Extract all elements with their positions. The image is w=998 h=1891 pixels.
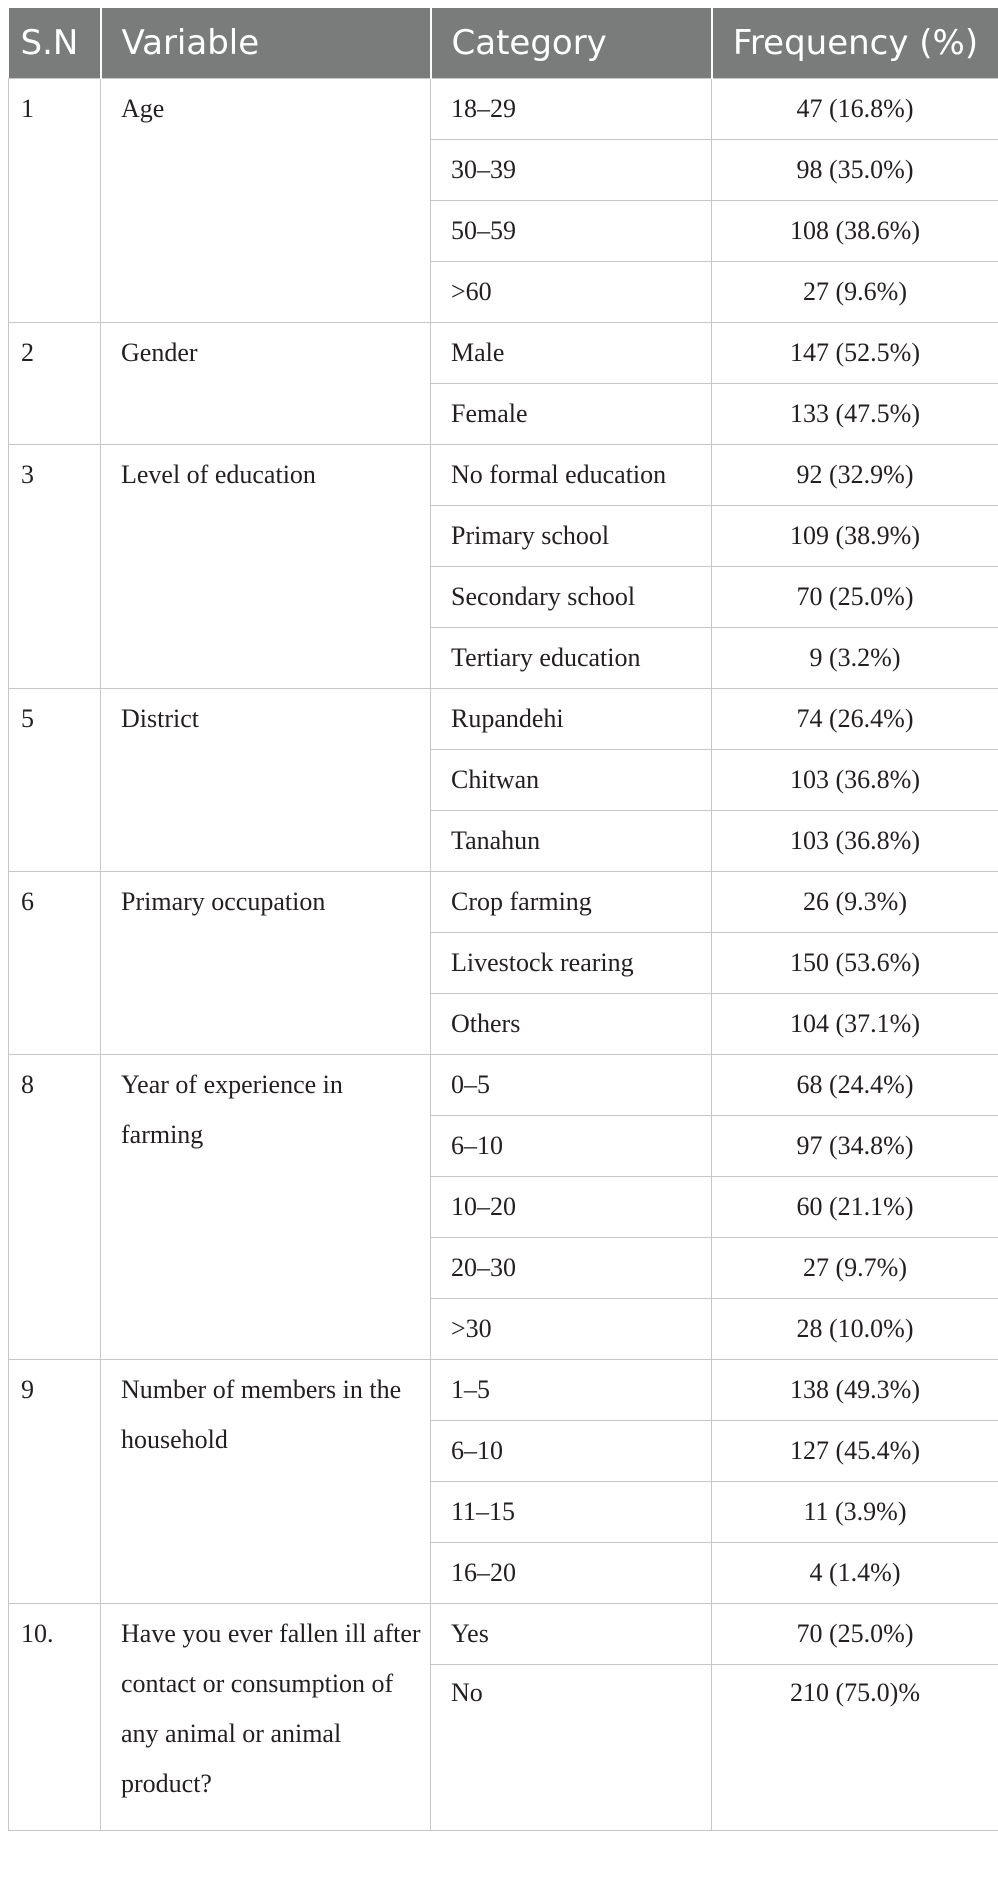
cell-frequency: 28 (10.0%) xyxy=(712,1299,998,1360)
cell-frequency: 47 (16.8%) xyxy=(712,79,998,140)
cell-category: 1–5 xyxy=(431,1360,712,1421)
cell-variable: Level of education xyxy=(101,445,431,689)
cell-sn: 1 xyxy=(9,79,101,323)
cell-category: 50–59 xyxy=(431,201,712,262)
cell-category: >60 xyxy=(431,262,712,323)
cell-frequency: 147 (52.5%) xyxy=(712,323,998,384)
cell-frequency: 68 (24.4%) xyxy=(712,1055,998,1116)
cell-frequency: 150 (53.6%) xyxy=(712,933,998,994)
cell-frequency: 60 (21.1%) xyxy=(712,1177,998,1238)
cell-category: No formal education xyxy=(431,445,712,506)
cell-sn: 8 xyxy=(9,1055,101,1360)
cell-variable: Year of experience in farming xyxy=(101,1055,431,1360)
cell-category: >30 xyxy=(431,1299,712,1360)
cell-category: Primary school xyxy=(431,506,712,567)
cell-category: 11–15 xyxy=(431,1482,712,1543)
header-frequency: Frequency (%) xyxy=(712,8,998,79)
cell-category: 18–29 xyxy=(431,79,712,140)
cell-category: Yes xyxy=(431,1604,712,1665)
cell-variable: Age xyxy=(101,79,431,323)
cell-category: 6–10 xyxy=(431,1116,712,1177)
cell-frequency: 26 (9.3%) xyxy=(712,872,998,933)
cell-sn: 5 xyxy=(9,689,101,872)
cell-frequency: 104 (37.1%) xyxy=(712,994,998,1055)
cell-frequency: 27 (9.6%) xyxy=(712,262,998,323)
cell-frequency: 103 (36.8%) xyxy=(712,811,998,872)
table-body xyxy=(9,79,998,1831)
cell-category: Tanahun xyxy=(431,811,712,872)
cell-sn: 2 xyxy=(9,323,101,445)
cell-frequency: 27 (9.7%) xyxy=(712,1238,998,1299)
cell-frequency: 4 (1.4%) xyxy=(712,1543,998,1604)
cell-category: Others xyxy=(431,994,712,1055)
table-row xyxy=(9,872,998,933)
cell-category: 20–30 xyxy=(431,1238,712,1299)
header-sn: S.N xyxy=(9,8,101,79)
cell-frequency: 98 (35.0%) xyxy=(712,140,998,201)
table-row xyxy=(9,689,998,750)
cell-category: Male xyxy=(431,323,712,384)
cell-frequency: 97 (34.8%) xyxy=(712,1116,998,1177)
cell-category: Rupandehi xyxy=(431,689,712,750)
cell-frequency: 9 (3.2%) xyxy=(712,628,998,689)
cell-category: 30–39 xyxy=(431,140,712,201)
header-category: Category xyxy=(431,8,712,79)
cell-frequency: 108 (38.6%) xyxy=(712,201,998,262)
cell-frequency: 103 (36.8%) xyxy=(712,750,998,811)
cell-variable: Have you ever fallen ill after contact or consumption of any animal or animal product? xyxy=(101,1604,431,1831)
demographics-table xyxy=(8,8,998,1831)
cell-frequency: 138 (49.3%) xyxy=(712,1360,998,1421)
cell-category: Tertiary education xyxy=(431,628,712,689)
table-header xyxy=(9,8,998,79)
cell-sn: 3 xyxy=(9,445,101,689)
cell-variable: Primary occupation xyxy=(101,872,431,1055)
cell-sn: 10. xyxy=(9,1604,101,1831)
cell-variable: Number of members in the household xyxy=(101,1360,431,1604)
cell-frequency: 70 (25.0%) xyxy=(712,1604,998,1665)
cell-frequency: 210 (75.0)% xyxy=(712,1665,998,1831)
table-row xyxy=(9,79,998,140)
cell-sn: 6 xyxy=(9,872,101,1055)
cell-category: 16–20 xyxy=(431,1543,712,1604)
table-row xyxy=(9,445,998,506)
cell-frequency: 92 (32.9%) xyxy=(712,445,998,506)
cell-category: 6–10 xyxy=(431,1421,712,1482)
cell-sn: 9 xyxy=(9,1360,101,1604)
cell-frequency: 70 (25.0%) xyxy=(712,567,998,628)
table-row xyxy=(9,1604,998,1665)
cell-category: Livestock rearing xyxy=(431,933,712,994)
table-row xyxy=(9,1055,998,1116)
cell-variable: Gender xyxy=(101,323,431,445)
cell-category: 10–20 xyxy=(431,1177,712,1238)
header-row xyxy=(9,8,998,79)
table-row xyxy=(9,1360,998,1421)
cell-frequency: 133 (47.5%) xyxy=(712,384,998,445)
cell-category: Female xyxy=(431,384,712,445)
cell-frequency: 74 (26.4%) xyxy=(712,689,998,750)
cell-category: No xyxy=(431,1665,712,1831)
table-row xyxy=(9,323,998,384)
cell-category: Secondary school xyxy=(431,567,712,628)
cell-frequency: 127 (45.4%) xyxy=(712,1421,998,1482)
header-variable: Variable xyxy=(101,8,431,79)
cell-category: Chitwan xyxy=(431,750,712,811)
cell-frequency: 109 (38.9%) xyxy=(712,506,998,567)
cell-frequency: 11 (3.9%) xyxy=(712,1482,998,1543)
cell-category: 0–5 xyxy=(431,1055,712,1116)
cell-category: Crop farming xyxy=(431,872,712,933)
cell-variable: District xyxy=(101,689,431,872)
